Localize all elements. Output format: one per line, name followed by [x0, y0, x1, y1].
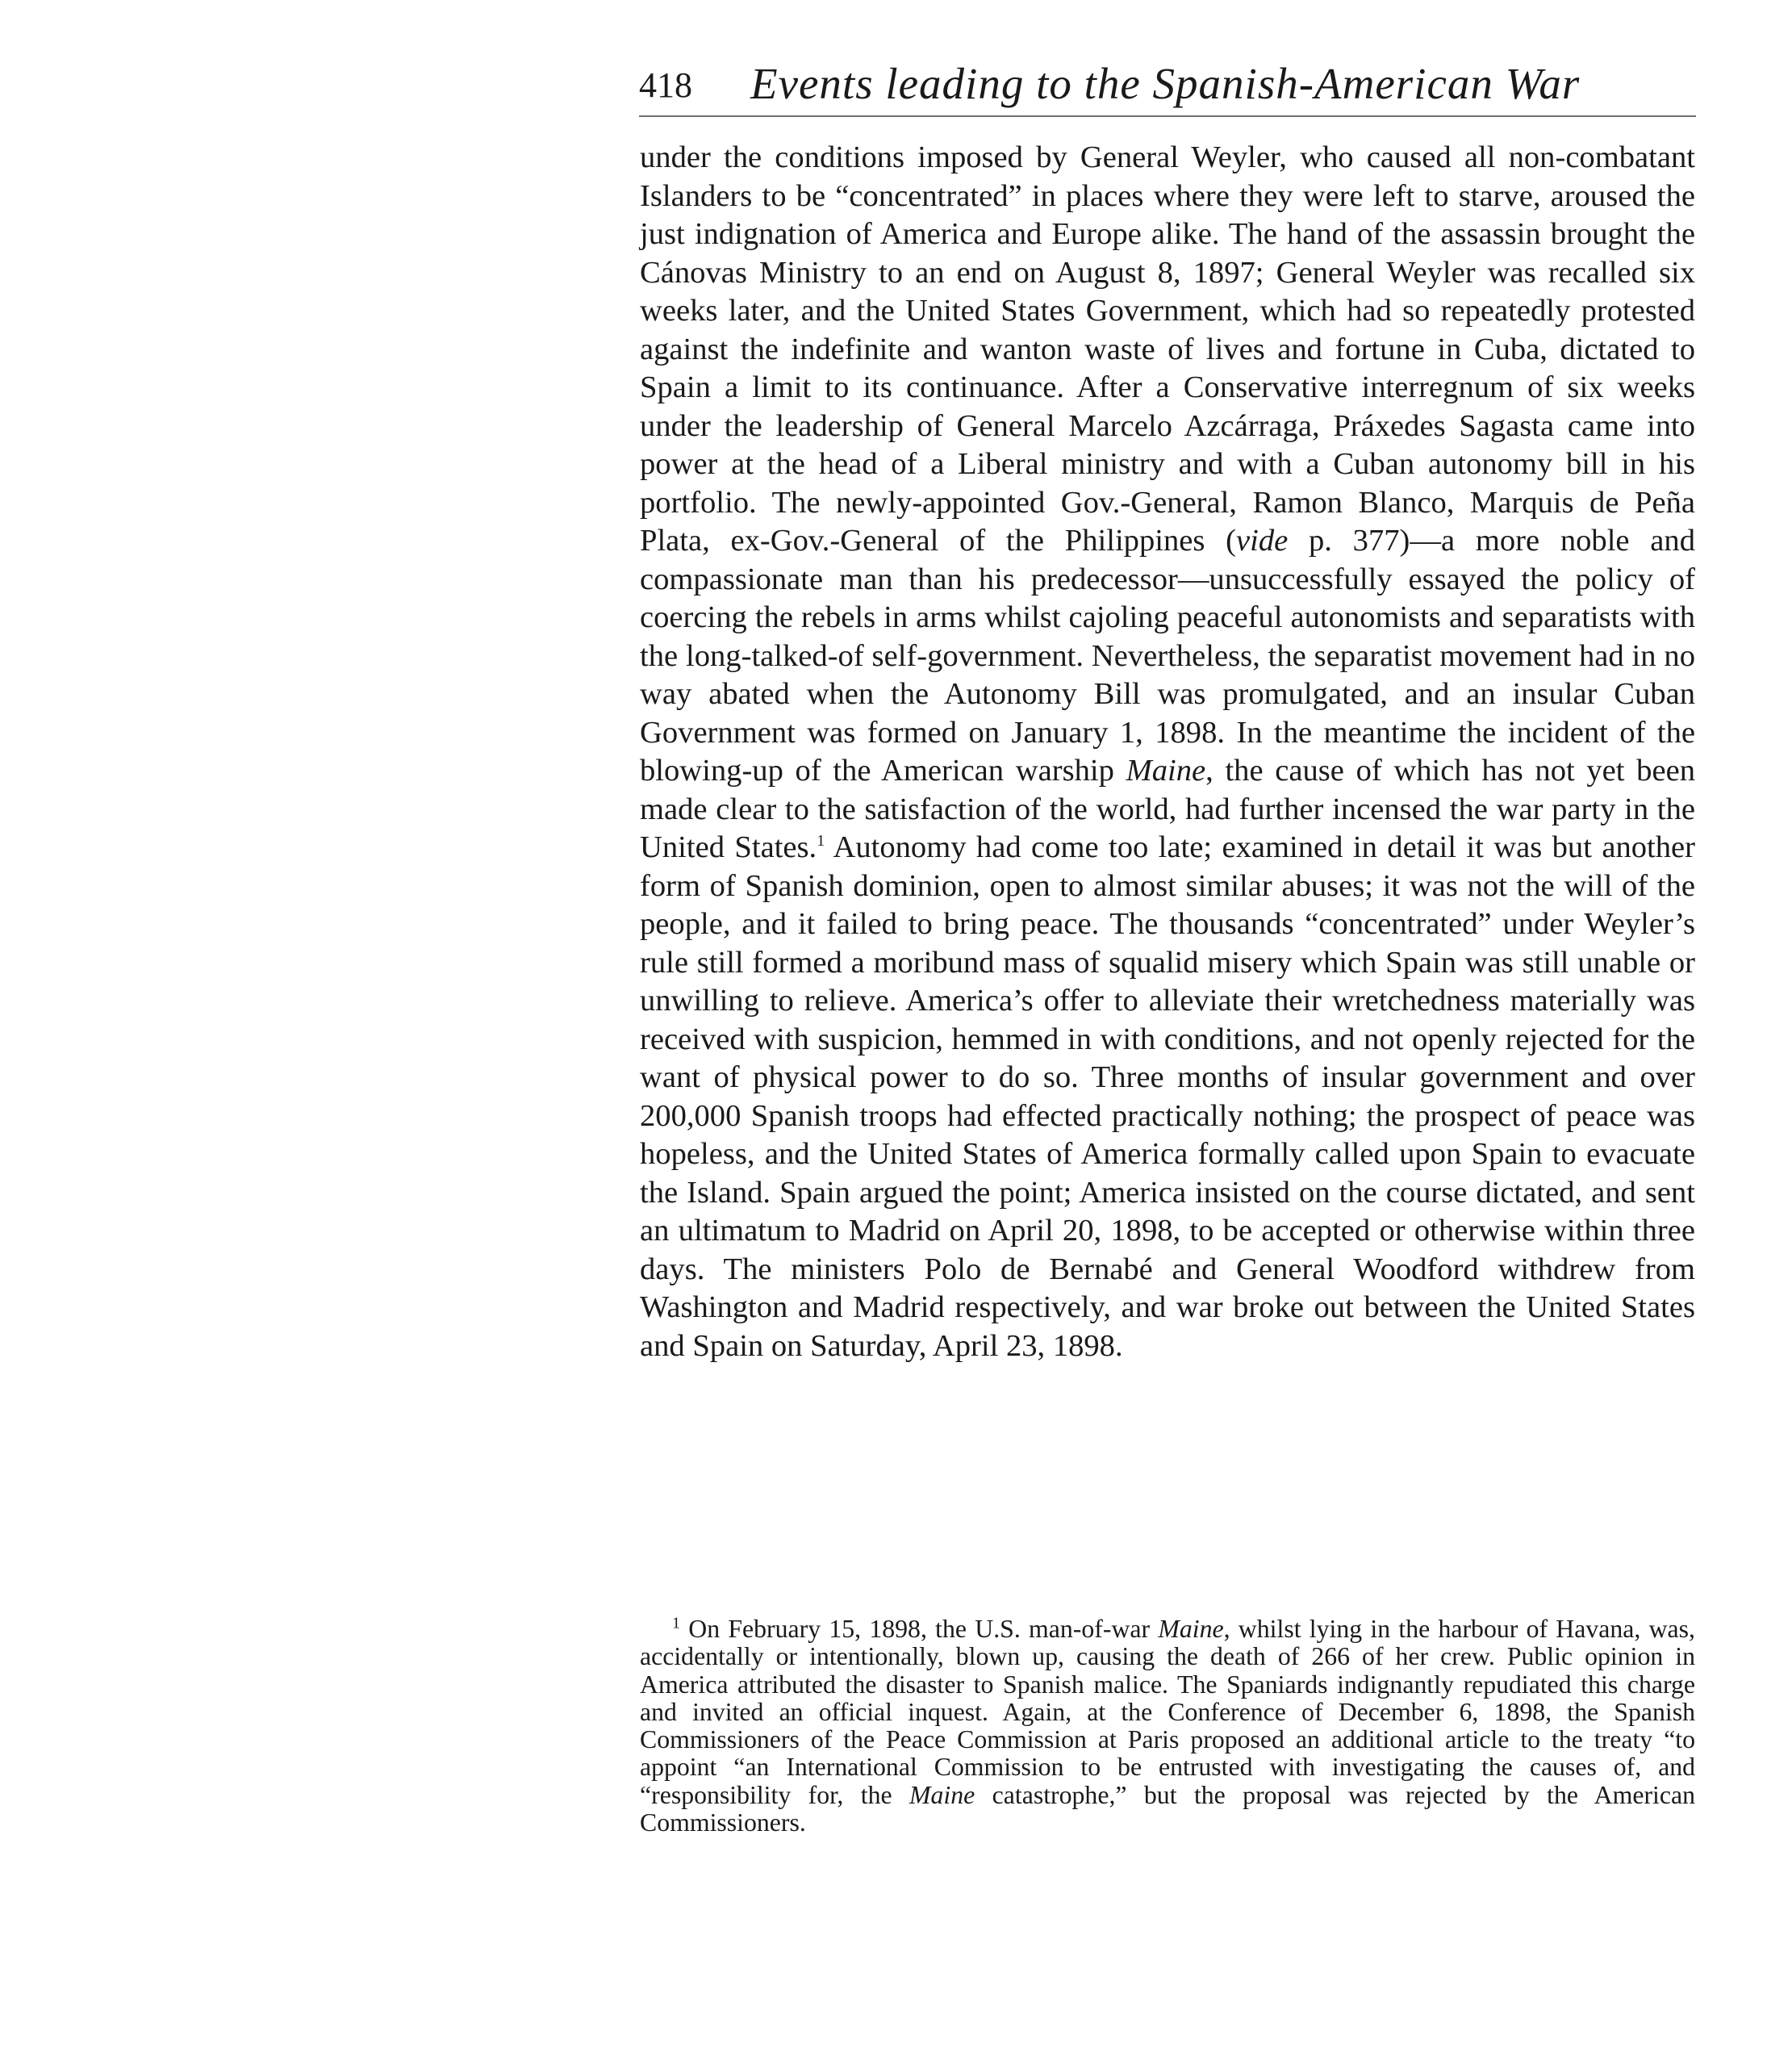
body-text-part-4: Autonomy had come too late; examined in detail it was but another form of Spanish dominion, open to almost similar abuses; it was not the will of the people, and it failed to bring peace. The thousands “concentrated” under Weyler’s rule still formed a moribund mass of squalid misery which Spain was still unable or unwilling to relieve. America’s offer to alleviate their wretchedness materially was received with suspicion, hemmed in with conditions, and not openly rejected for the want of physical power to do so. Three months of insular government and over 200,000 Spanish troops had effected practically nothing; the prospect of peace was hopeless, and the United States of America formally called upon Spain to evacuate the Island. Spain argued the point; America insisted on the course dictated, and sent an ultimatum to Madrid on April 20, 1898, to be accepted or otherwise within three days. The ministers Polo de Bernabé and General Woodford withdrew from Washington and Madrid respectively, and war broke out between the United States and Spain on Saturday, April 23, 1898.	[640, 830, 1696, 1363]
footnote-text-part-2: , whilst lying in the harbour of Havana, was, accidentally or intentionally, blown up, causing the death of 266 of her crew. Public opinion in America attributed the disaster to Spanish malice. The Spaniards indignantly repudiated this charge and invited an official inquest. Again, at the Conference of December 6, 1898, the Spanish Commissioners of the Peace Commission at Paris proposed an additional article to the treaty “to appoint “an International Commission to be entrusted with investigating the causes of, and “responsibility for, the	[640, 1615, 1695, 1809]
page-number: 418	[639, 65, 692, 105]
body-paragraph	[640, 139, 1695, 1365]
vide-italic: vide	[1236, 524, 1289, 558]
footnote-reference: 1	[817, 832, 825, 851]
footnote-text-part-1: On February 15, 1898, the U.S. man-of-war	[680, 1615, 1159, 1643]
maine-italic: Maine	[1126, 754, 1206, 788]
header-rule	[639, 115, 1696, 117]
footnote-text-part-3: catastrophe,” but the proposal was rejected by the American Commissioners.	[640, 1780, 1695, 1837]
footnote-maine-italic-2: Maine	[909, 1780, 975, 1809]
footnote-maine-italic: Maine	[1158, 1615, 1224, 1643]
footnote-mark: 1	[672, 1614, 680, 1632]
body-text-part-3: , the cause of which has not yet been made clear to the satisfaction of the world, had further incensed the war party in the United States.	[640, 754, 1695, 864]
footnote	[640, 1615, 1695, 1837]
body-text-part-2: p. 377)—a more noble and compassionate man than his predecessor—unsuccessfully essayed the policy of coercing the rebels in arms whilst cajoling peaceful autonomists and separatists with the long-talked-of self-government. Nevertheless, the separatist movement had in no way abated when the Autonomy Bill was promulgated, and an insular Cuban Government was formed on January 1, 1898. In the meantime the incident of the blowing-up of the American warship	[640, 524, 1695, 788]
running-title: Events leading to the Spanish-American War	[750, 59, 1581, 108]
page-header	[639, 53, 1696, 118]
body-text-part-1: under the conditions imposed by General Weyler, who caused all non-combatant Islanders to be “concentrated” in places where they were left to starve, aroused the just indignation of America and Europe alike. The hand of the assassin brought the Cánovas Ministry to an end on August 8, 1897; General Weyler was recalled six weeks later, and the United States Government, which had so repeatedly protested against the indefinite and wanton waste of lives and fortune in Cuba, dictated to Spain a limit to its continuance. After a Conservative interregnum of six weeks under the leadership of General Marcelo Azcárraga, Práxedes Sagasta came into power at the head of a Liberal ministry and with a Cuban autonomy bill in his portfolio. The newly-appointed Gov.-General, Ramon Blanco, Marquis de Peña Plata, ex-Gov.-General of the Philippines (	[640, 140, 1695, 558]
